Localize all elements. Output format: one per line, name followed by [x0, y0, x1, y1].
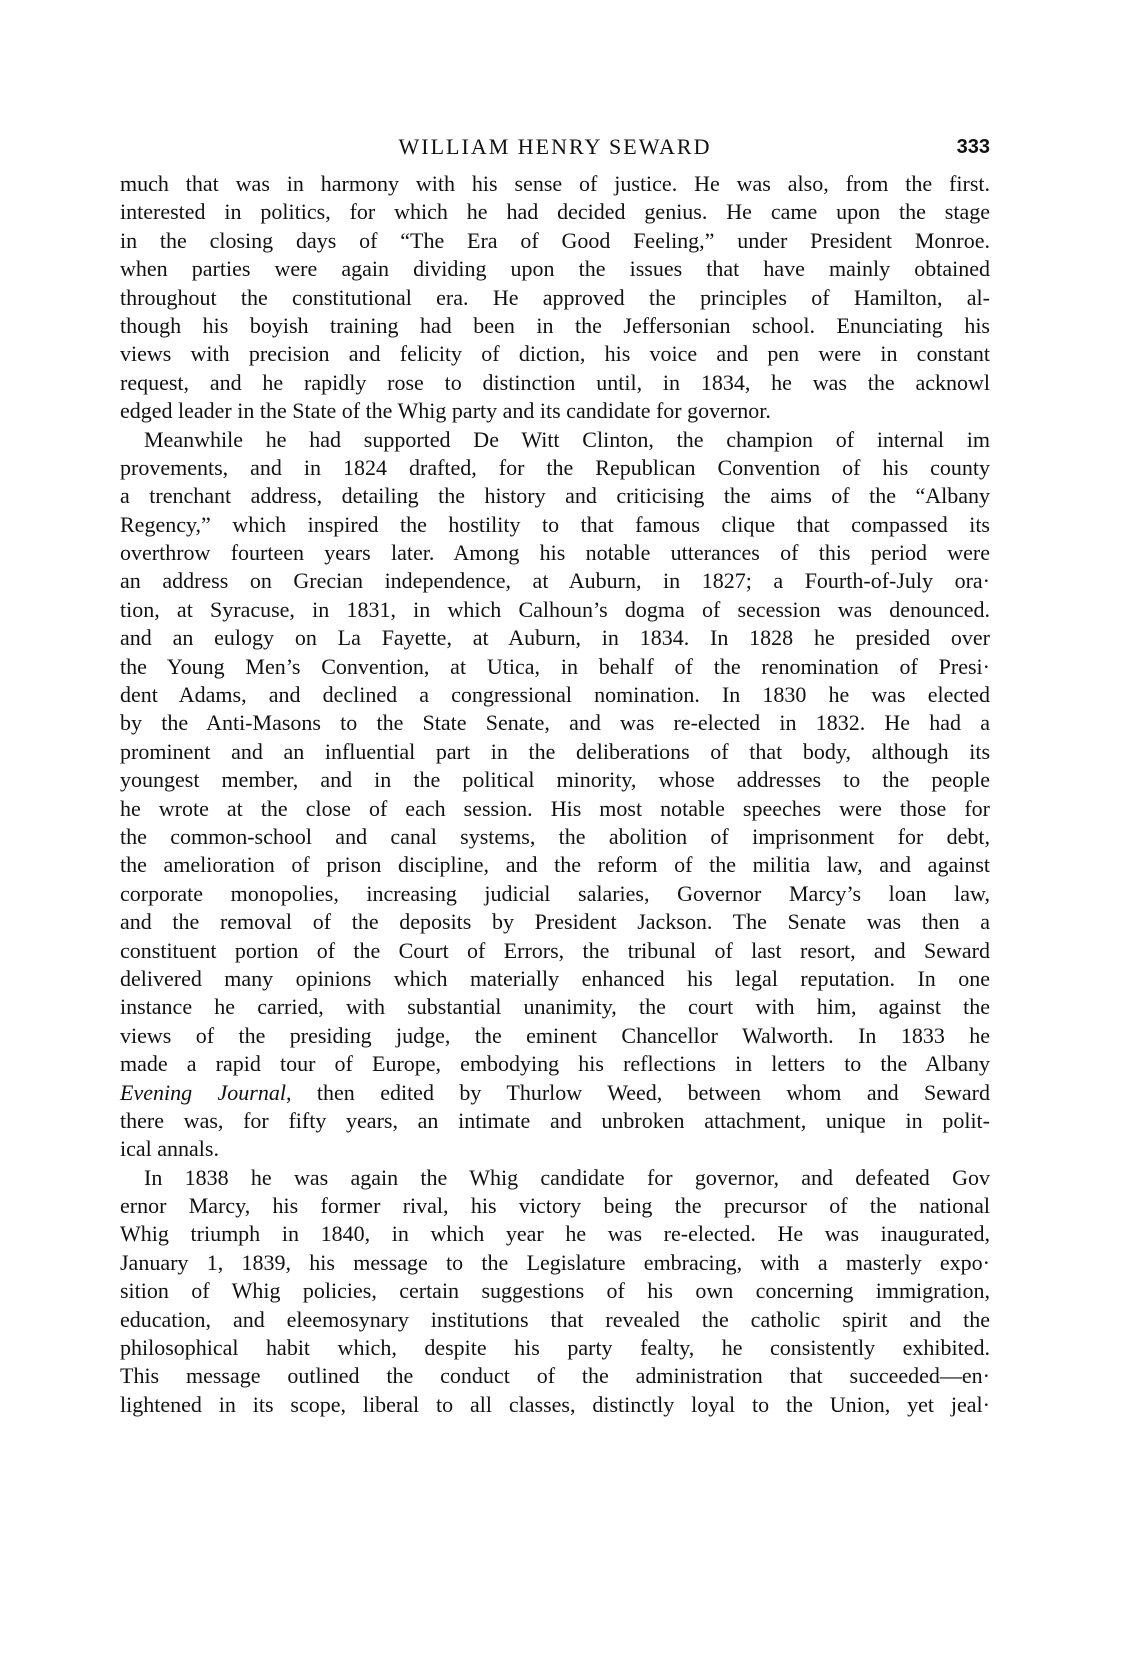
paragraph: [120, 1164, 990, 1420]
running-head: [120, 134, 990, 164]
text-line: instance he carried, with substantial unanimity, the court with him, against the: [120, 994, 990, 1020]
line-rest: , then edited by Thurlow Weed, between whom and Seward: [285, 1079, 990, 1105]
text-line: philosophical habit which, despite his party fealty, he consistently exhibited.: [120, 1335, 990, 1361]
text-line: January 1, 1839, his message to the Legislature embracing, with a masterly expo·: [120, 1249, 990, 1275]
text-line: views of the presiding judge, the eminent Chancellor Walworth. In 1833 he: [120, 1022, 990, 1048]
text-line: ical annals.: [120, 1136, 219, 1162]
running-title: WILLIAM HENRY SEWARD: [398, 134, 712, 159]
text-line: lightened in its scope, liberal to all classes, distinctly loyal to the Union, yet jeal·: [120, 1391, 990, 1417]
text-line: much that was in harmony with his sense of justice. He was also, from the first.: [120, 171, 990, 196]
text-line: dent Adams, and declined a congressional nomination. In 1830 he was elected: [120, 682, 990, 708]
text-line: tion, at Syracuse, in 1831, in which Calhoun’s dogma of secession was denounced.: [120, 596, 990, 622]
text-line: overthrow fourteen years later. Among his notable utterances of this period were: [120, 540, 990, 566]
text-line: made a rapid tour of Europe, embodying his reflections in letters to the Albany: [120, 1051, 990, 1077]
text-line: In 1838 he was again the Whig candidate for governor, and defeated Gov: [144, 1164, 990, 1190]
text-line: request, and he rapidly rose to distinction until, in 1834, he was the acknowl: [120, 369, 990, 395]
text-line: education, and eleemosynary institutions that revealed the catholic spirit and the: [120, 1306, 990, 1332]
text-line: and the removal of the deposits by President Jackson. The Senate was then a: [120, 909, 990, 935]
text-line: when parties were again dividing upon the issues that have mainly obtained: [120, 256, 990, 282]
text-line: Meanwhile he had supported De Witt Clinton, the champion of internal im: [144, 426, 990, 452]
text-line: by the Anti-Masons to the State Senate, and was re-elected in 1832. He had a: [120, 710, 990, 736]
italic-title: Evening Journal: [120, 1079, 286, 1105]
text-line: the common-school and canal systems, the abolition of imprisonment for debt,: [120, 823, 990, 849]
text-line: a trenchant address, detailing the history and criticising the aims of the “Albany: [120, 483, 990, 509]
text-line: Regency,” which inspired the hostility to that famous clique that compassed its: [120, 511, 990, 537]
text-line: corporate monopolies, increasing judicial salaries, Governor Marcy’s loan law,: [120, 880, 990, 906]
text-line: views with precision and felicity of diction, his voice and pen were in constant: [120, 341, 990, 367]
text-line: he wrote at the close of each session. His most notable speeches were those for: [120, 795, 990, 821]
text-line: there was, for fifty years, an intimate and unbroken attachment, unique in polit-: [120, 1107, 990, 1133]
paragraph: [120, 170, 990, 426]
text-line: in the closing days of “The Era of Good Feeling,” under President Monroe.: [120, 227, 990, 253]
text-line: throughout the constitutional era. He approved the principles of Hamilton, al-: [120, 284, 990, 310]
text-line: This message outlined the conduct of the administration that succeeded—en·: [120, 1363, 990, 1389]
text-line: Whig triumph in 1840, in which year he was re-elected. He was inaugurated,: [120, 1221, 990, 1247]
text-line: delivered many opinions which materially enhanced his legal reputation. In one: [120, 965, 990, 991]
text-line: the Young Men’s Convention, at Utica, in behalf of the renomination of Presi·: [120, 653, 990, 679]
text-line: [120, 1079, 990, 1107]
text-line: though his boyish training had been in the Jeffersonian school. Enunciating his: [120, 312, 990, 338]
text-line: an address on Grecian independence, at Auburn, in 1827; a Fourth-of-July ora·: [120, 568, 990, 594]
text-line: interested in politics, for which he had decided genius. He came upon the stage: [120, 199, 990, 225]
text-line: edged leader in the State of the Whig party and its candidate for governor.: [120, 398, 771, 424]
body-text: [120, 170, 990, 1419]
text-line: sition of Whig policies, certain suggestions of his own concerning immigration,: [120, 1278, 990, 1304]
text-line: youngest member, and in the political minority, whose addresses to the people: [120, 767, 990, 793]
text-line: and an eulogy on La Fayette, at Auburn, in 1834. In 1828 he presided over: [120, 625, 990, 651]
text-line: ernor Marcy, his former rival, his victory being the precursor of the national: [120, 1193, 990, 1219]
text-line: provements, and in 1824 drafted, for the Republican Convention of his county: [120, 454, 990, 480]
page-number: 333: [956, 136, 990, 158]
text-line: constituent portion of the Court of Errors, the tribunal of last resort, and Seward: [120, 937, 990, 963]
paragraph: [120, 426, 990, 1164]
text-line: prominent and an influential part in the deliberations of that body, although its: [120, 738, 990, 764]
text-line: the amelioration of prison discipline, and the reform of the militia law, and against: [120, 852, 990, 878]
